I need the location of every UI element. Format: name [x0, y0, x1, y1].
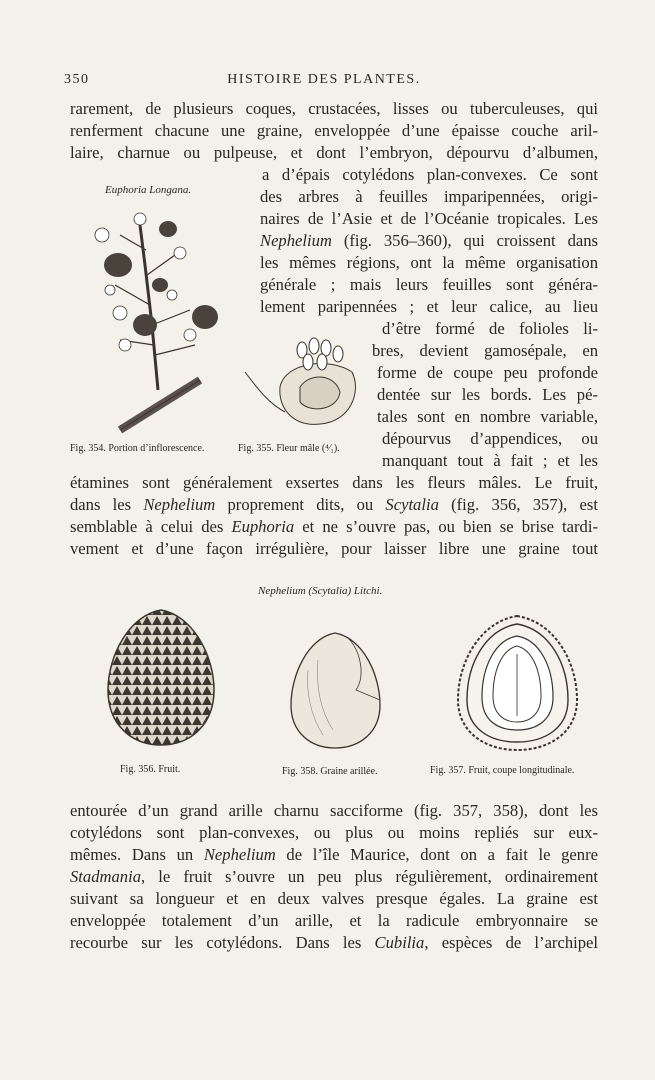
text-line: laire, charnue ou pulpeuse, et dont l’embryon, dépourvu d’albumen,: [70, 143, 598, 162]
text-line: rarement, de plusieurs coques, crustacées, lisses ou tuberculeuses, qui: [70, 99, 598, 118]
text-line: tales sont en nombre variable,: [377, 407, 598, 426]
text-line: semblable à celui des Euphoria et ne s’ouvre pas, ou bien se brise tardi-: [70, 517, 598, 536]
text-line: vement et d’une façon irrégulière, pour laisser libre une graine tout: [70, 539, 598, 558]
text-line: forme de coupe peu profonde: [377, 363, 598, 382]
text-line: générale ; mais leurs feuilles sont généra-: [260, 275, 598, 294]
text-line: dans les Nephelium proprement dits, ou Scytalia (fig. 356, 357), est: [70, 495, 598, 514]
genus-name: Euphoria: [231, 517, 295, 536]
text-line: dépourvus d’appendices, ou: [382, 429, 598, 448]
figure-label-nephelium: Nephelium (Scytalia) Litchi.: [258, 585, 383, 597]
text-line: Nephelium (fig. 356–360), qui croissent dans: [260, 231, 598, 250]
text-line: cotylédons sont plan-convexes, ou plus ou moins repliés sur eux-: [70, 823, 598, 842]
fig357-longitudinal-section-illustration: [455, 612, 580, 754]
genus-name: Scytalia: [385, 495, 439, 514]
text-line: enveloppée totalement d’un arille, et la radicule embryonnaire se: [70, 911, 598, 930]
fig356-caption: Fig. 356. Fruit.: [120, 764, 181, 775]
fig354-caption: Fig. 354. Portion d’inflorescence.: [70, 443, 205, 454]
fig355-caption: Fig. 355. Fleur mâle (⁴⁄₁).: [238, 443, 340, 454]
text-line: entourée d’un grand arille charnu sacciforme (fig. 357, 358), dont les: [70, 801, 598, 820]
text-line: lement paripennées ; et leur calice, au lieu: [260, 297, 598, 316]
text-line: a d’épais cotylédons plan-convexes. Ce sont: [262, 165, 598, 184]
text-line: étamines sont généralement exsertes dans les fleurs mâles. Le fruit,: [70, 473, 598, 492]
genus-name: Nephelium: [203, 845, 276, 864]
genus-name: Nephelium: [143, 495, 216, 514]
genus-name: Stadmania: [70, 867, 141, 886]
genus-name: Nephelium: [260, 231, 332, 250]
text-line: d’être formé de folioles li-: [382, 319, 598, 338]
page-number: 350: [64, 72, 90, 87]
text-line: des arbres à feuilles imparipennées, origi-: [260, 187, 598, 206]
running-title: HISTOIRE DES PLANTES.: [227, 72, 421, 87]
figure-label-euphoria: Euphoria Longana.: [105, 184, 192, 196]
text-line: naires de l’Asie et de l’Océanie tropicales. Les: [260, 209, 598, 228]
fig358-arillate-seed-illustration: [288, 630, 383, 752]
text-line: dentée sur les bords. Les pé-: [377, 385, 598, 404]
text-line: mêmes. Dans un Nephelium de l’île Maurice, dont on a fait le genre: [70, 845, 598, 864]
text-line: manquant tout à fait ; et les: [382, 451, 598, 470]
fig357-caption: Fig. 357. Fruit, coupe longitudinale.: [430, 765, 575, 776]
fig358-caption: Fig. 358. Graine arillée.: [282, 766, 378, 777]
text-line: Stadmania, le fruit s’ouvre un peu plus régulièrement, ordinairement: [70, 867, 598, 886]
fig355-male-flower-illustration: [240, 332, 365, 432]
text-line: recourbe sur les cotylédons. Dans les Cubilia, espèces de l’archipel: [70, 933, 598, 952]
genus-name: Cubilia: [374, 933, 425, 952]
text-line: suivant sa longueur et en deux valves presque égales. La graine est: [70, 889, 598, 908]
running-header: [64, 72, 584, 92]
text-line: renferment chacune une graine, enveloppée d’une épaisse couche aril-: [70, 121, 598, 140]
fig354-inflorescence-illustration: [80, 205, 240, 445]
text-line: bres, devient gamosépale, en: [372, 341, 598, 360]
text-line: les mêmes régions, ont la même organisation: [260, 253, 598, 272]
fig356-fruit-illustration: [102, 605, 220, 750]
